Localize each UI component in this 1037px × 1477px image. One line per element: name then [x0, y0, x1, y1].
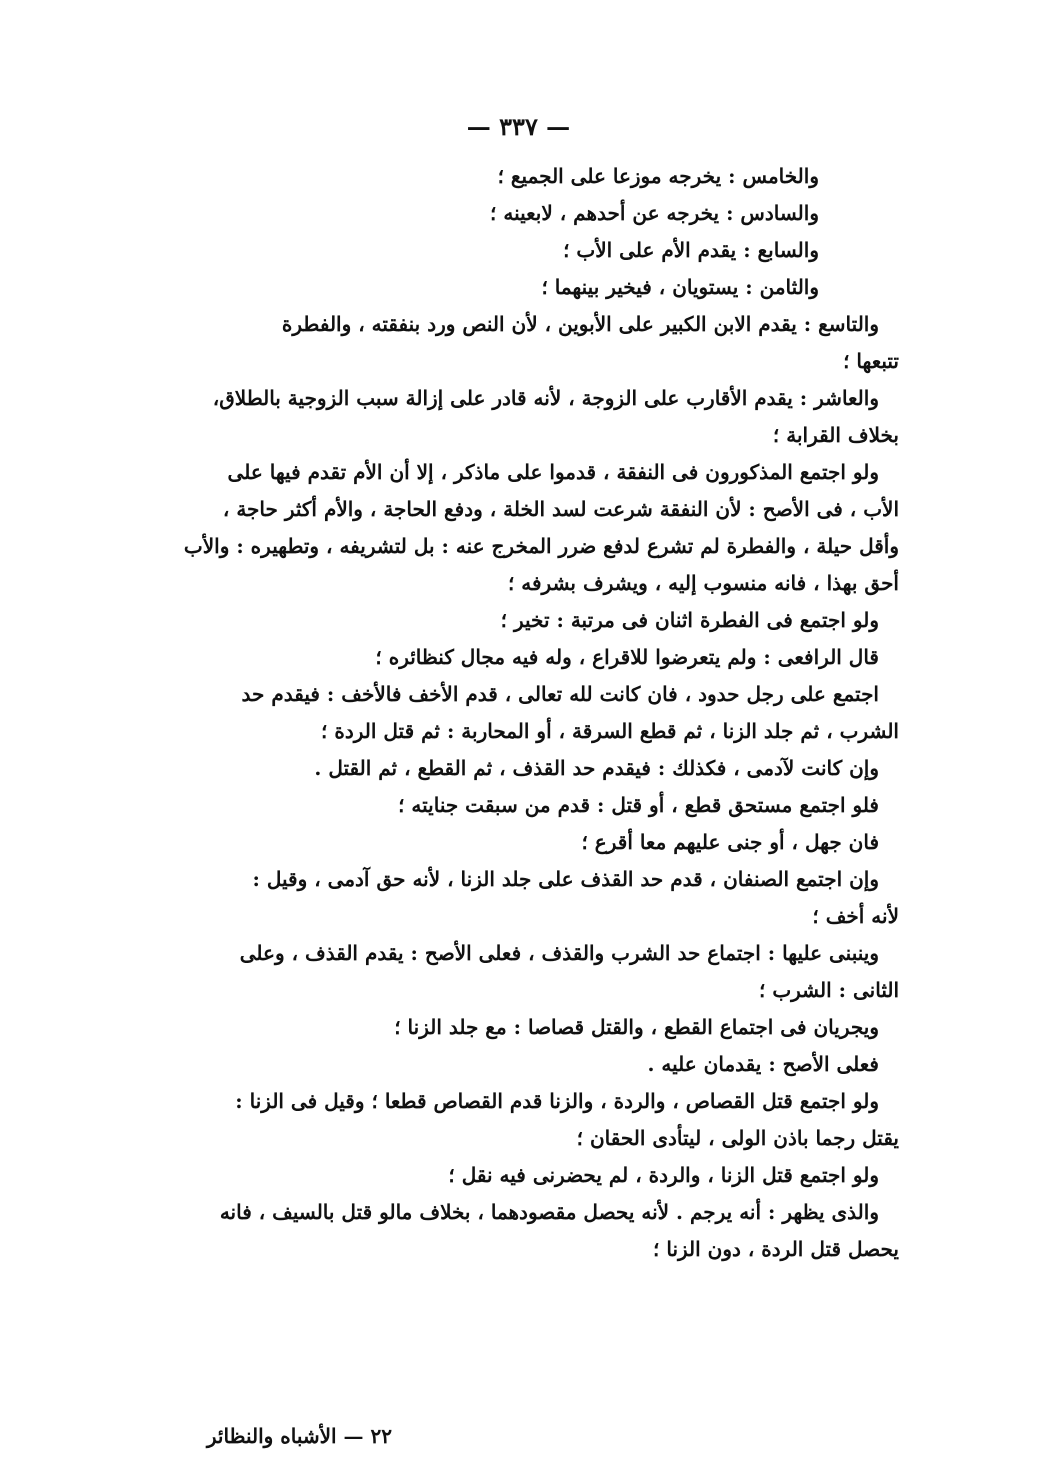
text-line: ولو اجتمع قتل الزنا ، والردة ، لم يحضرنى فيه نقل ؛	[448, 1163, 879, 1187]
footer-signature: ٢٢ — الأشباه والنظائر	[206, 1424, 392, 1448]
text-line: الشرب ، ثم جلد الزنا ، ثم قطع السرقة ، أو المحاربة : ثم قتل الردة ؛	[321, 719, 899, 743]
text-line: اجتمع على رجل حدود ، فان كانت لله تعالى ، قدم الأخف فالأخف : فيقدم حد	[241, 682, 879, 706]
text-line: يقتل رجما باذن الولى ، ليتأدى الحقان ؛	[576, 1126, 899, 1150]
text-line: قال الرافعى : ولم يتعرضوا للاقراع ، وله فيه مجال كنظائره ؛	[375, 645, 879, 669]
text-line: والعاشر : يقدم الأقارب على الزوجة ، لأنه قادر على إزالة سبب الزوجية بالطلاق،	[212, 386, 879, 410]
text-line: لأنه أخف ؛	[812, 904, 899, 928]
text-line: الثانى : الشرب ؛	[759, 978, 899, 1002]
text-line: والتاسع : يقدم الابن الكبير على الأبوين ، لأن النص ورد بنفقته ، والفطرة	[281, 312, 879, 336]
text-line: والسادس : يخرجه عن أحدهم ، لابعينه ؛	[490, 201, 819, 225]
text-line: ولو اجتمع قتل القصاص ، والردة ، والزنا قدم القصاص قطعا ؛ وقيل فى الزنا :	[235, 1089, 879, 1113]
text-line: فعلى الأصح : يقدمان عليه .	[647, 1052, 879, 1076]
text-line: وإن اجتمع الصنفان ، قدم حد القذف على جلد الزنا ، لأنه حق آدمى ، وقيل :	[252, 867, 879, 891]
text-line: ويجريان فى اجتماع القطع ، والقتل قصاصا : مع جلد الزنا ؛	[394, 1015, 879, 1039]
text-line: وينبنى عليها : اجتماع حد الشرب والقذف ، فعلى الأصح : يقدم القذف ، وعلى	[239, 941, 879, 965]
text-line: يحصل قتل الردة ، دون الزنا ؛	[653, 1237, 899, 1261]
text-line: فان جهل ، أو جنى عليهم معا أقرع ؛	[581, 830, 879, 854]
text-line: والذى يظهر : أنه يرجم . لأنه يحصل مقصودهما ، بخلاف مالو قتل بالسيف ، فانه	[219, 1200, 879, 1224]
text-line: ولو اجتمع فى الفطرة اثنان فى مرتبة : تخير ؛	[500, 608, 879, 632]
text-line: ولو اجتمع المذكورون فى النفقة ، قدموا على ماذكر ، إلا أن الأم تقدم فيها على	[227, 460, 879, 484]
text-line: أحق بهذا ، فانه منسوب إليه ، ويشرف بشرفه ؛	[507, 571, 899, 595]
text-line: وأقل حيلة ، والفطرة لم تشرع لدفع ضرر المخرج عنه : بل لتشريفه ، وتطهيره : والأب	[183, 534, 899, 558]
text-line: الأب ، فى الأصح : لأن النفقة شرعت لسد الخلة ، ودفع الحاجة ، والأم أكثر حاجة ،	[222, 497, 899, 521]
text-line: وإن كانت لآدمى ، فكذلك : فيقدم حد القذف ، ثم القطع ، ثم القتل .	[314, 756, 879, 780]
text-line: والخامس : يخرجه موزعا على الجميع ؛	[497, 164, 819, 188]
text-line: تتبعها ؛	[843, 349, 899, 373]
text-line: والسابع : يقدم الأم على الأب ؛	[563, 238, 819, 262]
body-text	[139, 158, 899, 1268]
text-line: فلو اجتمع مستحق قطع ، أو قتل : قدم من سبقت جنايته ؛	[398, 793, 879, 817]
page-number: — ٣٣٧ —	[466, 112, 571, 141]
text-line: بخلاف القرابة ؛	[772, 423, 899, 447]
text-line: والثامن : يستويان ، فيخير بينهما ؛	[541, 275, 819, 299]
